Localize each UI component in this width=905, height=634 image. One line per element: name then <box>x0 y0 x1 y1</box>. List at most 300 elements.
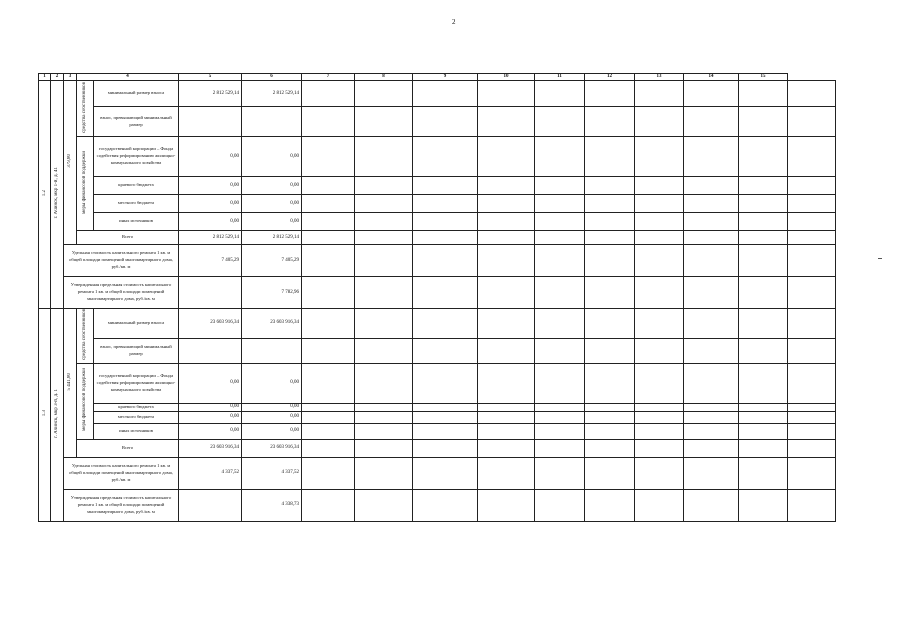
header-col-2: 2 <box>51 74 64 81</box>
empty-cell <box>535 457 585 489</box>
empty-cell <box>739 338 788 363</box>
empty-cell <box>413 231 478 245</box>
value-col-6 <box>242 213 302 231</box>
empty-cell <box>302 137 355 177</box>
empty-cell <box>684 213 739 231</box>
empty-cell <box>413 277 478 309</box>
empty-cell <box>585 137 635 177</box>
empty-cell <box>535 137 585 177</box>
empty-cell <box>413 489 478 521</box>
value-col-5 <box>179 137 242 177</box>
value-col-6 <box>242 457 302 489</box>
empty-cell <box>739 403 788 411</box>
row-label <box>94 81 179 107</box>
row-label <box>94 423 179 439</box>
empty-cell <box>355 338 413 363</box>
empty-cell <box>302 411 355 423</box>
empty-cell <box>355 177 413 195</box>
empty-cell <box>413 457 478 489</box>
empty-cell <box>413 363 478 403</box>
table-row <box>39 363 836 403</box>
empty-cell <box>478 213 535 231</box>
value-col-6-text: 7 782,96 <box>281 289 299 295</box>
row-label-total <box>77 439 179 457</box>
value-col-6-text: 2 812 529,14 <box>272 234 299 240</box>
row-label-text: иных источников <box>119 427 153 433</box>
empty-cell <box>684 195 739 213</box>
empty-cell <box>635 107 684 137</box>
empty-cell <box>355 231 413 245</box>
empty-cell <box>684 403 739 411</box>
value-col-6 <box>242 363 302 403</box>
value-col-5 <box>179 309 242 339</box>
value-col-6-text: 0,00 <box>290 380 299 386</box>
header-col-12: 12 <box>585 74 635 81</box>
item-number <box>39 81 51 309</box>
value-col-6-text: 0,00 <box>290 200 299 206</box>
empty-cell <box>585 403 635 411</box>
empty-cell <box>739 423 788 439</box>
value-col-5 <box>179 231 242 245</box>
empty-cell <box>355 195 413 213</box>
value-col-5-text: 0,00 <box>230 428 239 434</box>
empty-cell <box>788 489 836 521</box>
empty-cell <box>585 231 635 245</box>
empty-cell <box>635 277 684 309</box>
value-col-5-text: 0,00 <box>230 153 239 159</box>
value-col-5 <box>179 107 242 137</box>
group-owners <box>77 81 94 137</box>
value-col-6-text: 0,00 <box>290 153 299 159</box>
value-col-6 <box>242 231 302 245</box>
empty-cell <box>535 213 585 231</box>
empty-cell <box>739 439 788 457</box>
table-row <box>39 81 836 107</box>
header-col-9: 9 <box>413 74 478 81</box>
empty-cell <box>478 403 535 411</box>
empty-cell <box>478 309 535 339</box>
value-col-6 <box>242 439 302 457</box>
empty-cell <box>355 245 413 277</box>
empty-cell <box>478 231 535 245</box>
empty-cell <box>684 423 739 439</box>
empty-cell <box>635 231 684 245</box>
empty-cell <box>413 439 478 457</box>
empty-cell <box>684 177 739 195</box>
empty-cell <box>585 81 635 107</box>
empty-cell <box>478 277 535 309</box>
empty-cell <box>635 411 684 423</box>
value-col-6 <box>242 137 302 177</box>
empty-cell <box>684 457 739 489</box>
value-col-6-text: 4 338,73 <box>281 502 299 508</box>
empty-cell <box>635 245 684 277</box>
empty-cell <box>684 363 739 403</box>
empty-cell <box>788 277 836 309</box>
empty-cell <box>788 81 836 107</box>
row-label-text: иных источников <box>119 218 153 223</box>
empty-cell <box>413 81 478 107</box>
row-label <box>94 177 179 195</box>
empty-cell <box>478 107 535 137</box>
row-label-text: минимальный размер взноса <box>107 90 165 95</box>
row-label-text: местного бюджета <box>117 413 155 419</box>
empty-cell <box>355 137 413 177</box>
header-col-8: 8 <box>355 74 413 81</box>
empty-cell <box>413 213 478 231</box>
empty-cell <box>585 309 635 339</box>
table-row <box>39 423 836 439</box>
empty-cell <box>413 107 478 137</box>
empty-cell <box>739 213 788 231</box>
value-col-6 <box>242 489 302 521</box>
value-col-6-text: 23 603 916,34 <box>270 320 299 326</box>
address <box>51 309 64 522</box>
empty-cell <box>302 489 355 521</box>
row-label <box>94 411 179 423</box>
value-col-5 <box>179 277 242 309</box>
value-col-6-text: 0,00 <box>290 218 299 224</box>
row-label <box>94 195 179 213</box>
empty-cell <box>684 309 739 339</box>
header-col-11: 11 <box>535 74 585 81</box>
header-col-1: 1 <box>39 74 51 81</box>
empty-cell <box>635 363 684 403</box>
empty-cell <box>478 489 535 521</box>
empty-cell <box>739 457 788 489</box>
empty-cell <box>355 423 413 439</box>
scan-mark <box>878 258 882 259</box>
empty-cell <box>585 489 635 521</box>
table-row <box>39 457 836 489</box>
value-col-5-text: 0,00 <box>230 218 239 224</box>
empty-cell <box>302 309 355 339</box>
empty-cell <box>585 245 635 277</box>
table-row <box>39 231 836 245</box>
empty-cell <box>585 177 635 195</box>
empty-cell <box>788 411 836 423</box>
empty-cell <box>535 177 585 195</box>
value-col-6 <box>242 338 302 363</box>
empty-cell <box>635 213 684 231</box>
empty-cell <box>684 245 739 277</box>
header-col-7: 7 <box>302 74 355 81</box>
value-col-6 <box>242 107 302 137</box>
row-label-total-text: Всего <box>121 234 134 239</box>
empty-cell <box>355 489 413 521</box>
empty-cell <box>585 107 635 137</box>
value-col-6-text: 0,00 <box>290 404 299 410</box>
value-col-5 <box>179 213 242 231</box>
capital-repair-table <box>38 73 836 522</box>
row-label <box>94 338 179 363</box>
empty-cell <box>635 489 684 521</box>
value-col-5-text: 2 812 529,14 <box>212 234 239 240</box>
empty-cell <box>535 423 585 439</box>
header-col-14: 14 <box>684 74 739 81</box>
value-col-5-text: 2 812 529,14 <box>212 90 239 96</box>
empty-cell <box>302 439 355 457</box>
empty-cell <box>302 338 355 363</box>
empty-cell <box>355 411 413 423</box>
empty-cell <box>413 423 478 439</box>
row-label-text: местного бюджета <box>117 200 155 205</box>
row-label-cost <box>64 277 179 309</box>
header-col-5: 5 <box>179 74 242 81</box>
row-label-text: краевого бюджета <box>118 403 154 409</box>
header-col-15: 15 <box>739 74 788 81</box>
empty-cell <box>739 363 788 403</box>
value-col-6-text: 0,00 <box>290 414 299 420</box>
value-col-5 <box>179 423 242 439</box>
empty-cell <box>535 403 585 411</box>
empty-cell <box>788 107 836 137</box>
value-col-5-text: 0,00 <box>230 380 239 386</box>
value-col-5 <box>179 195 242 213</box>
value-col-6 <box>242 309 302 339</box>
empty-cell <box>684 277 739 309</box>
empty-cell <box>302 195 355 213</box>
table-row <box>39 338 836 363</box>
item-number <box>39 309 51 522</box>
value-col-5 <box>179 338 242 363</box>
empty-cell <box>413 403 478 411</box>
empty-cell <box>585 195 635 213</box>
value-col-5 <box>179 489 242 521</box>
empty-cell <box>478 423 535 439</box>
value-col-6-text: 0,00 <box>290 428 299 434</box>
row-label <box>94 309 179 339</box>
empty-cell <box>478 363 535 403</box>
value-col-6-text: 7 405,29 <box>281 257 299 263</box>
table-row <box>39 195 836 213</box>
value-col-5-text: 0,00 <box>230 182 239 188</box>
empty-cell <box>635 423 684 439</box>
empty-cell <box>739 177 788 195</box>
empty-cell <box>635 338 684 363</box>
address-text: г. Ачинск, мкр 1-й, д. 41 <box>54 167 59 219</box>
row-label <box>94 213 179 231</box>
row-label-text: взнос, превышающий минимальный размер <box>100 114 172 127</box>
value-col-6 <box>242 277 302 309</box>
empty-cell <box>413 309 478 339</box>
empty-cell <box>739 137 788 177</box>
value-col-5-text: 0,00 <box>230 414 239 420</box>
empty-cell <box>788 338 836 363</box>
empty-cell <box>788 439 836 457</box>
header-row <box>39 74 836 81</box>
header-col-6: 6 <box>242 74 302 81</box>
empty-cell <box>585 423 635 439</box>
empty-cell <box>535 489 585 521</box>
area <box>64 81 77 245</box>
row-label-text: государственной корпорации – Фонда содействия реформированию жилищно-коммунального хозяйства <box>96 372 176 392</box>
empty-cell <box>788 457 836 489</box>
value-col-6 <box>242 245 302 277</box>
item-number-text: 1.2 <box>41 189 47 197</box>
empty-cell <box>535 195 585 213</box>
row-label-cost <box>64 245 179 277</box>
empty-cell <box>535 231 585 245</box>
value-col-6 <box>242 195 302 213</box>
table-row <box>39 403 836 411</box>
empty-cell <box>535 338 585 363</box>
value-col-6 <box>242 177 302 195</box>
empty-cell <box>739 277 788 309</box>
empty-cell <box>788 423 836 439</box>
table-row <box>39 439 836 457</box>
group-owners <box>77 309 94 364</box>
page-number: 2 <box>452 18 456 26</box>
empty-cell <box>635 403 684 411</box>
empty-cell <box>788 231 836 245</box>
row-label <box>94 403 179 411</box>
empty-cell <box>355 213 413 231</box>
empty-cell <box>355 439 413 457</box>
empty-cell <box>788 245 836 277</box>
empty-cell <box>585 439 635 457</box>
row-label-text: взнос, превышающий минимальный размер <box>100 343 172 356</box>
empty-cell <box>788 177 836 195</box>
empty-cell <box>535 309 585 339</box>
empty-cell <box>302 403 355 411</box>
value-col-6 <box>242 403 302 411</box>
table-row <box>39 489 836 521</box>
empty-cell <box>739 231 788 245</box>
empty-cell <box>788 195 836 213</box>
group-support-text: меры финансовой поддержки <box>82 368 87 432</box>
value-col-5-text: 23 603 916,34 <box>210 445 239 451</box>
empty-cell <box>302 231 355 245</box>
empty-cell <box>585 338 635 363</box>
value-col-5-text: 7 405,29 <box>221 257 239 263</box>
header-col-3: 3 <box>64 74 77 81</box>
empty-cell <box>739 81 788 107</box>
value-col-6-text: 2 812 529,14 <box>272 90 299 96</box>
empty-cell <box>635 439 684 457</box>
table-row <box>39 107 836 137</box>
table-row <box>39 309 836 339</box>
empty-cell <box>478 411 535 423</box>
item-number-text: 1.3 <box>41 410 47 417</box>
row-label-total <box>77 231 179 245</box>
table-row <box>39 213 836 231</box>
table-row <box>39 411 836 423</box>
row-label-total-text: Всего <box>121 444 134 450</box>
value-col-5 <box>179 177 242 195</box>
empty-cell <box>302 277 355 309</box>
value-col-5-text: 4 337,52 <box>221 470 239 476</box>
value-col-5 <box>179 411 242 423</box>
value-col-5 <box>179 439 242 457</box>
value-col-5 <box>179 245 242 277</box>
empty-cell <box>535 107 585 137</box>
table-row <box>39 245 836 277</box>
row-label-cost-text: Удельная стоимость капитального ремонта 1 кв. м общей площади помещений многоквартирного дома, руб./кв. м <box>69 250 173 269</box>
empty-cell <box>478 457 535 489</box>
group-owners-text: средства собственников <box>82 81 87 133</box>
empty-cell <box>739 195 788 213</box>
empty-cell <box>413 137 478 177</box>
table-row <box>39 177 836 195</box>
table-row <box>39 277 836 309</box>
empty-cell <box>302 363 355 403</box>
area-text: 5 441,80 <box>67 372 72 391</box>
empty-cell <box>739 489 788 521</box>
empty-cell <box>535 439 585 457</box>
address-text: г. Ачинск, мкр 3-й, д. 1 <box>54 389 59 438</box>
empty-cell <box>739 411 788 423</box>
header-col-4: 4 <box>77 74 179 81</box>
empty-cell <box>585 411 635 423</box>
empty-cell <box>355 107 413 137</box>
group-support-text: меры финансовой поддержки <box>82 150 87 214</box>
value-col-6 <box>242 411 302 423</box>
value-col-5 <box>179 81 242 107</box>
row-label-cost-text: Удельная стоимость капитального ремонта 1 кв. м общей площади помещений многоквартирного дома, руб./кв. м <box>69 462 173 482</box>
empty-cell <box>302 245 355 277</box>
empty-cell <box>635 137 684 177</box>
empty-cell <box>684 411 739 423</box>
value-col-5-text: 23 603 916,34 <box>210 320 239 326</box>
header-col-10: 10 <box>478 74 535 81</box>
empty-cell <box>635 457 684 489</box>
group-support <box>77 363 94 439</box>
empty-cell <box>302 81 355 107</box>
row-label-text: краевого бюджета <box>118 182 154 187</box>
empty-cell <box>478 195 535 213</box>
empty-cell <box>535 245 585 277</box>
group-support <box>77 137 94 231</box>
row-label <box>94 363 179 403</box>
empty-cell <box>413 195 478 213</box>
address <box>51 81 64 309</box>
empty-cell <box>413 177 478 195</box>
empty-cell <box>684 489 739 521</box>
empty-cell <box>684 107 739 137</box>
empty-cell <box>413 411 478 423</box>
empty-cell <box>355 277 413 309</box>
empty-cell <box>585 277 635 309</box>
empty-cell <box>739 107 788 137</box>
empty-cell <box>478 177 535 195</box>
empty-cell <box>478 245 535 277</box>
empty-cell <box>355 81 413 107</box>
empty-cell <box>478 439 535 457</box>
table-row <box>39 137 836 177</box>
empty-cell <box>585 363 635 403</box>
empty-cell <box>739 309 788 339</box>
empty-cell <box>684 137 739 177</box>
header-col-13: 13 <box>635 74 684 81</box>
empty-cell <box>478 81 535 107</box>
value-col-6 <box>242 423 302 439</box>
row-label-text: минимальный размер взноса <box>107 319 165 325</box>
empty-cell <box>478 137 535 177</box>
empty-cell <box>302 457 355 489</box>
empty-cell <box>585 213 635 231</box>
empty-cell <box>413 245 478 277</box>
empty-cell <box>788 363 836 403</box>
value-col-5 <box>179 363 242 403</box>
row-label-cost <box>64 489 179 521</box>
empty-cell <box>788 213 836 231</box>
row-label-text: государственной корпорации – Фонда содействия реформированию жилищно-коммунального хозяйства <box>96 146 176 165</box>
row-label-cost-text: Утвержденная предельная стоимость капитального ремонта 1 кв. м общей площади помещений многоквартирного дома, руб./кв. м <box>70 494 172 514</box>
empty-cell <box>302 423 355 439</box>
row-label-cost <box>64 457 179 489</box>
empty-cell <box>535 411 585 423</box>
